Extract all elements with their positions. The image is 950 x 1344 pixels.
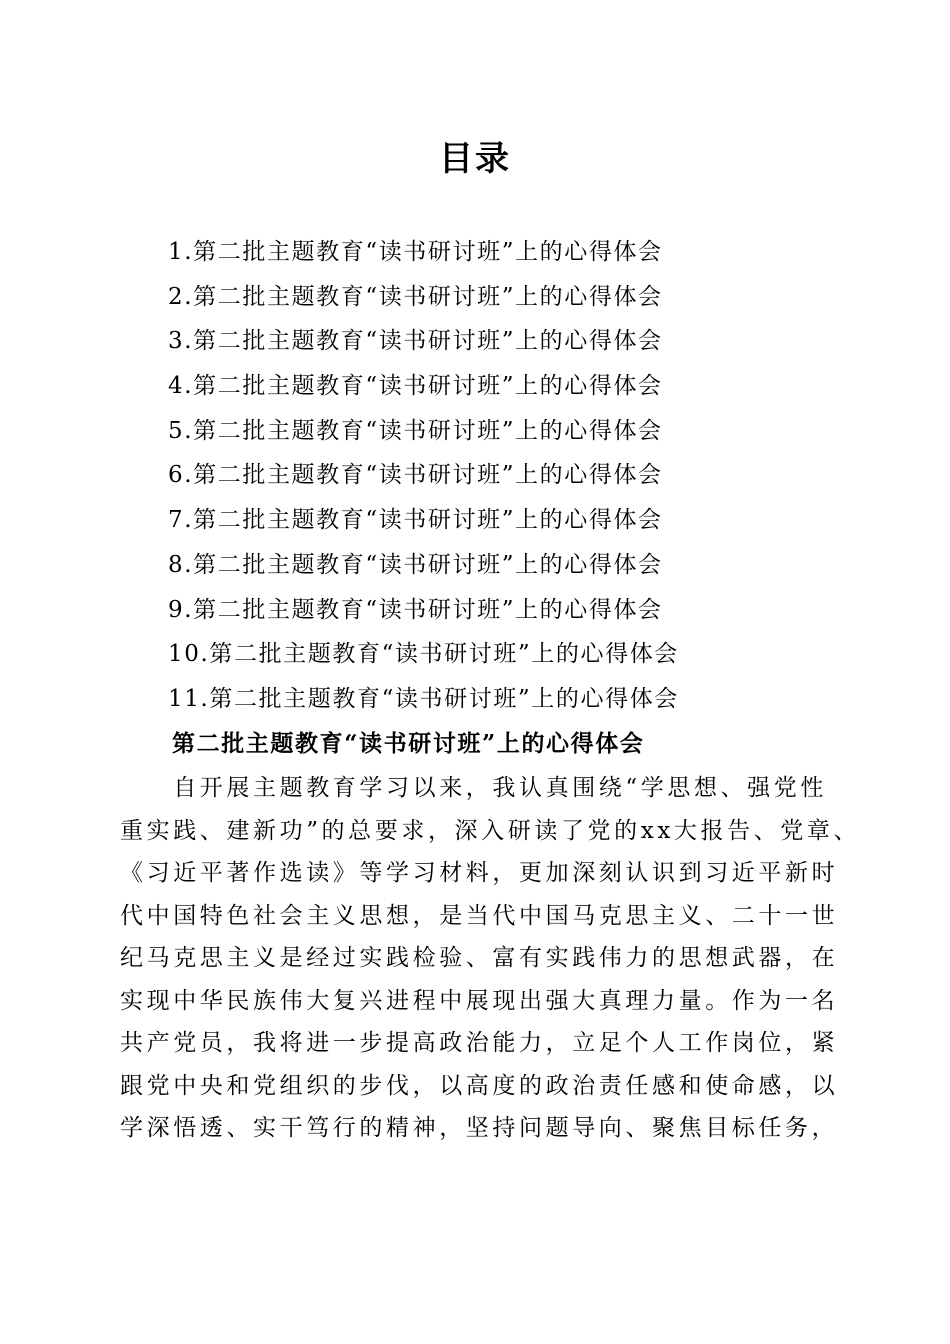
- toc-item[interactable]: 1.第二批主题教育“读书研讨班”上的心得体会: [168, 239, 663, 265]
- body-line: 重实践、建新功”的总要求，深入研读了党的xx大报告、党章、: [120, 817, 861, 844]
- article-body: [120, 767, 861, 1150]
- toc-item[interactable]: 9.第二批主题教育“读书研讨班”上的心得体会: [168, 596, 663, 623]
- toc-item[interactable]: 5.第二批主题教育“读书研讨班”上的心得体会: [168, 417, 663, 444]
- toc-item[interactable]: 3.第二批主题教育“读书研讨班”上的心得体会: [168, 328, 663, 355]
- body-line: 跟党中央和党组织的步伐，以高度的政治责任感和使命感，以: [120, 1072, 839, 1099]
- body-line: 共产党员，我将进一步提高政治能力，立足个人工作岗位，紧: [120, 1030, 839, 1056]
- body-line: 纪马克思主义是经过实践检验、富有实践伟力的思想武器，在: [120, 945, 839, 971]
- toc-item[interactable]: 7.第二批主题教育“读书研讨班”上的心得体会: [168, 507, 663, 534]
- toc-item[interactable]: 10.第二批主题教育“读书研讨班”上的心得体会: [168, 641, 679, 668]
- toc-item[interactable]: 4.第二批主题教育“读书研讨班”上的心得体会: [168, 373, 663, 400]
- toc-item[interactable]: 2.第二批主题教育“读书研讨班”上的心得体会: [168, 283, 663, 310]
- toc-item[interactable]: 6.第二批主题教育“读书研讨班”上的心得体会: [168, 462, 663, 489]
- toc-list: [168, 230, 679, 722]
- toc-title: 目录: [439, 139, 511, 179]
- body-line: 自开展主题教育学习以来，我认真围绕“学思想、强党性: [120, 775, 827, 801]
- toc-item[interactable]: 11.第二批主题教育“读书研讨班”上的心得体会: [168, 685, 679, 712]
- toc-item[interactable]: 8.第二批主题教育“读书研讨班”上的心得体会: [168, 551, 663, 578]
- body-line: 《习近平著作选读》等学习材料，更加深刻认识到习近平新时: [120, 860, 839, 886]
- body-line: 代中国特色社会主义思想，是当代中国马克思主义、二十一世: [120, 902, 839, 929]
- body-line: 实现中华民族伟大复兴进程中展现出强大真理力量。作为一名: [120, 987, 839, 1014]
- article-heading: 第二批主题教育“读书研讨班”上的心得体会: [172, 730, 645, 757]
- body-line: 学深悟透、实干笃行的精神，坚持问题导向、聚焦目标任务，: [120, 1115, 839, 1141]
